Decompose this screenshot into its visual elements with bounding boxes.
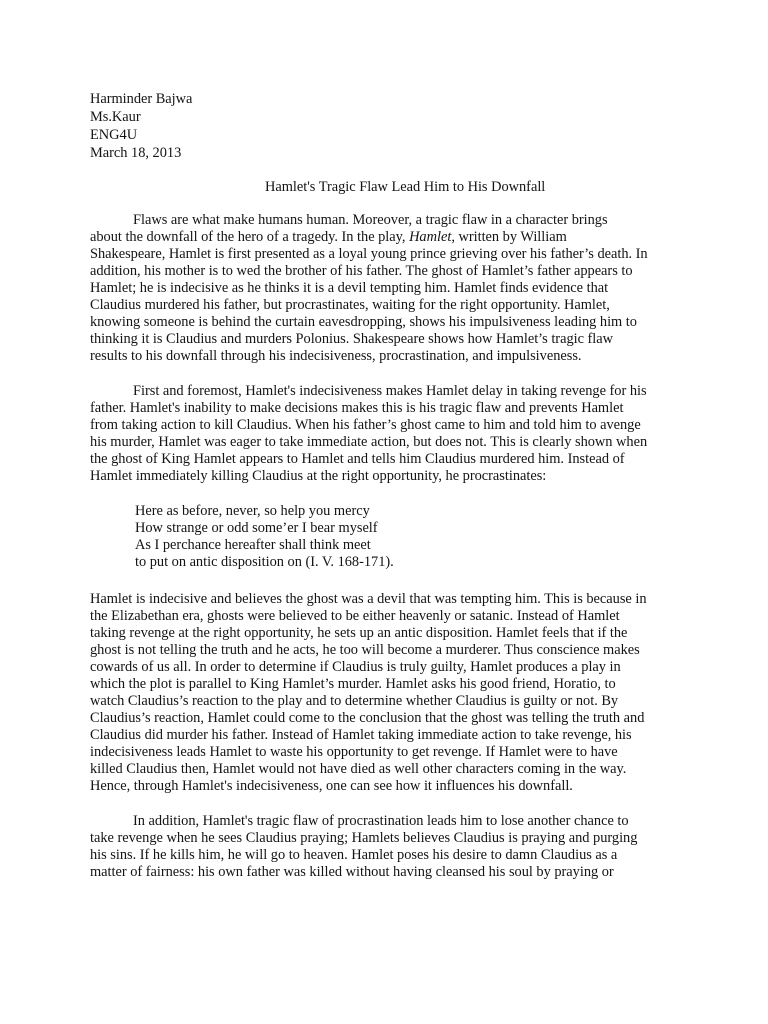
teacher-name: Ms.Kaur [90,109,141,125]
paragraph-line: Claudius did murder his father. Instead of Hamlet taking immediate action to take revenge, his [90,727,632,743]
quote-line: How strange or odd some’er I bear myself [135,520,378,536]
quote-line: As I perchance hereafter shall think meet [135,537,371,553]
paragraph-line: which the plot is parallel to King Hamlet’s murder. Hamlet asks his good friend, Horatio, to [90,676,616,692]
author-name: Harminder Bajwa [90,91,193,107]
paragraph-line: First and foremost, Hamlet's indecisiveness makes Hamlet delay in taking revenge for his [133,383,647,399]
paragraph-line: taking revenge at the right opportunity, he sets up an antic disposition. Hamlet feels that if the [90,625,628,641]
paragraph-line: ghost is not telling the truth and he acts, he too will become a murderer. Thus conscience makes [90,642,640,658]
paragraph-line: knowing someone is behind the curtain eavesdropping, shows his impulsiveness leading him to [90,314,637,330]
paragraph-line: indecisiveness leads Hamlet to waste his opportunity to get revenge. If Hamlet were to have [90,744,618,760]
paragraph-line: Claudius’s reaction, Hamlet could come to the conclusion that the ghost was telling the truth and [90,710,645,726]
course-code: ENG4U [90,127,138,143]
paragraph-line: Hamlet is indecisive and believes the ghost was a devil that was tempting him. This is because in [90,591,647,607]
essay-title: Hamlet's Tragic Flaw Lead Him to His Downfall [265,179,546,195]
paragraph-line: In addition, Hamlet's tragic flaw of procrastination leads him to lose another chance to [133,813,629,829]
paragraph-line: cowards of us all. In order to determine if Claudius is truly guilty, Hamlet produces a play in [90,659,621,675]
paragraph-line: matter of fairness: his own father was killed without having cleansed his soul by praying or [90,864,614,880]
quote-line: to put on antic disposition on (I. V. 168-171). [135,554,394,570]
paragraph-line: the Elizabethan era, ghosts were believed to be either heavenly or satanic. Instead of Hamlet [90,608,620,624]
text-run: about the downfall of the hero of a tragedy. In the play, [90,229,410,245]
paragraph-line: thinking it is Claudius and murders Polonius. Shakespeare shows how Hamlet’s tragic flaw [90,331,614,347]
paragraph-line: the ghost of King Hamlet appears to Hamlet and tells him Claudius murdered him. Instead of [90,451,625,467]
paragraph-line: Hamlet immediately killing Claudius at the right opportunity, he procrastinates: [90,468,547,484]
paragraph-line: Hamlet; he is indecisive as he thinks it is a devil tempting him. Hamlet finds evidence that [90,280,609,296]
italic-play-title: Hamlet [409,229,452,245]
paragraph-line: his sins. If he kills him, he will go to heaven. Hamlet poses his desire to damn Claudius as a [90,847,618,863]
paragraph-line: from taking action to kill Claudius. When his father’s ghost came to him and told him to avenge [90,417,641,433]
paragraph-line: Flaws are what make humans human. Moreover, a tragic flaw in a character brings [133,212,608,228]
paragraph-line: Shakespeare, Hamlet is first presented as a loyal young prince grieving over his father’s death. In [90,246,648,262]
paragraph-line: addition, his mother is to wed the brother of his father. The ghost of Hamlet’s father appears to [90,263,633,279]
paragraph-line: results to his downfall through his indecisiveness, procrastination, and impulsiveness. [90,348,582,364]
paragraph-line: killed Claudius then, Hamlet would not have died as well other characters coming in the way. [90,761,627,777]
paragraph-line: Claudius murdered his father, but procrastinates, waiting for the right opportunity. Hamlet, [90,297,610,313]
text-run: , written by William [451,229,567,245]
paragraph-line [90,229,567,246]
paragraph-line: Hence, through Hamlet's indecisiveness, one can see how it influences his downfall. [90,778,573,794]
paragraph-line: take revenge when he sees Claudius praying; Hamlets believes Claudius is praying and purging [90,830,638,846]
quote-line: Here as before, never, so help you mercy [135,503,370,519]
paragraph-line: watch Claudius’s reaction to the play and to determine whether Claudius is guilty or not. By [90,693,619,709]
essay-date: March 18, 2013 [90,145,182,161]
paragraph-line: father. Hamlet's inability to make decisions makes this is his tragic flaw and prevents Hamlet [90,400,624,416]
paragraph-line: his murder, Hamlet was eager to take immediate action, but does not. This is clearly shown when [90,434,648,450]
